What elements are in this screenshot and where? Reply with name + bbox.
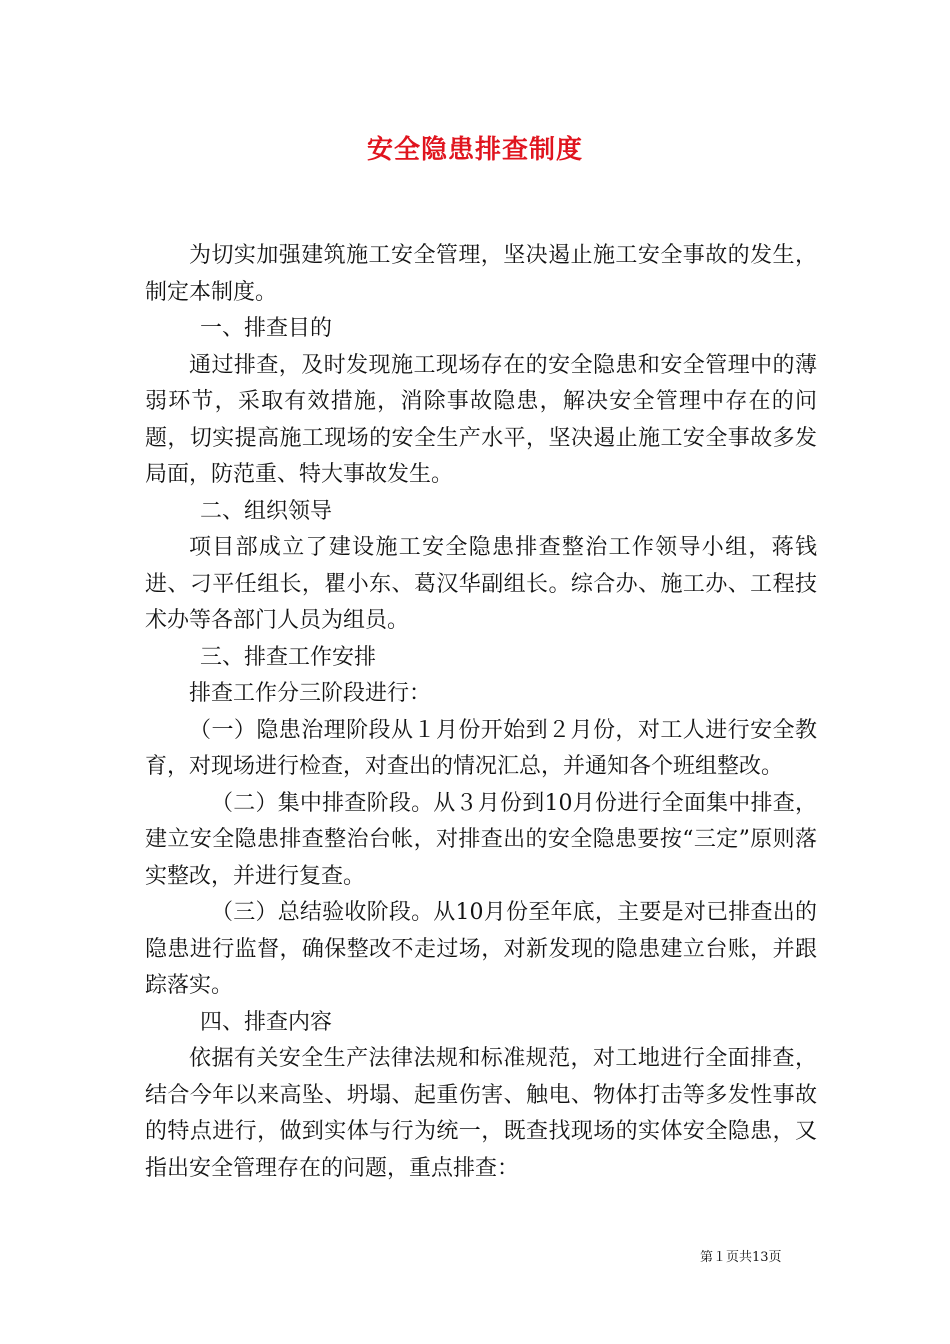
schedule-intro-paragraph: 排查工作分三阶段进行：	[189, 681, 432, 706]
content-paragraph: 依据有关安全生产法律法规和标准规范，对工地进行全面排查，结合今年以来高坠、坍塌、起重伤害、触电、物体打击等多发性事故的特点进行，做到实体与行为统一，既查找现场的实体安全隐患，又指出安全管理存在的问题，重点排查：	[145, 1046, 817, 1181]
document-title: 安全隐患排查制度	[366, 135, 583, 165]
section-heading-schedule: 三、排查工作安排	[200, 644, 377, 670]
intro-paragraph: 为切实加强建筑施工安全管理，坚决遏止施工安全事故的发生，制定本制度。	[145, 243, 817, 305]
page-number: 第１页共13页	[700, 1250, 782, 1265]
document-body	[145, 238, 817, 1187]
phase-one-paragraph: （一）隐患治理阶段从１月份开始到２月份，对工人进行安全教育，对现场进行检查，对查出的情况汇总，并通知各个班组整改。	[145, 717, 817, 779]
section-heading-organization: 二、组织领导	[200, 498, 333, 524]
section-heading-content: 四、排查内容	[200, 1009, 333, 1035]
purpose-paragraph: 通过排查，及时发现施工现场存在的安全隐患和安全管理中的薄弱环节，采取有效措施，消除事故隐患，解决安全管理中存在的问题，切实提高施工现场的安全生产水平，坚决遏止施工安全事故多发局面，防范重、特大事故发生。	[145, 352, 817, 487]
section-heading-purpose: 一、排查目的	[200, 316, 333, 341]
phase-three-paragraph: （三）总结验收阶段。从10月份至年底，主要是对已排查出的隐患进行监督，确保整改不走过场，对新发现的隐患建立台账，并跟踪落实。	[145, 900, 817, 998]
phase-two-paragraph: （二）集中排查阶段。从３月份到10月份进行全面集中排查，建立安全隐患排查整治台帐，对排查出的安全隐患要按“三定”原则落实整改，并进行复查。	[145, 790, 817, 889]
organization-paragraph: 项目部成立了建设施工安全隐患排查整治工作领导小组，蒋钱进、刁平任组长，瞿小东、葛汉华副组长。综合办、施工办、工程技术办等各部门人员为组员。	[145, 535, 817, 633]
